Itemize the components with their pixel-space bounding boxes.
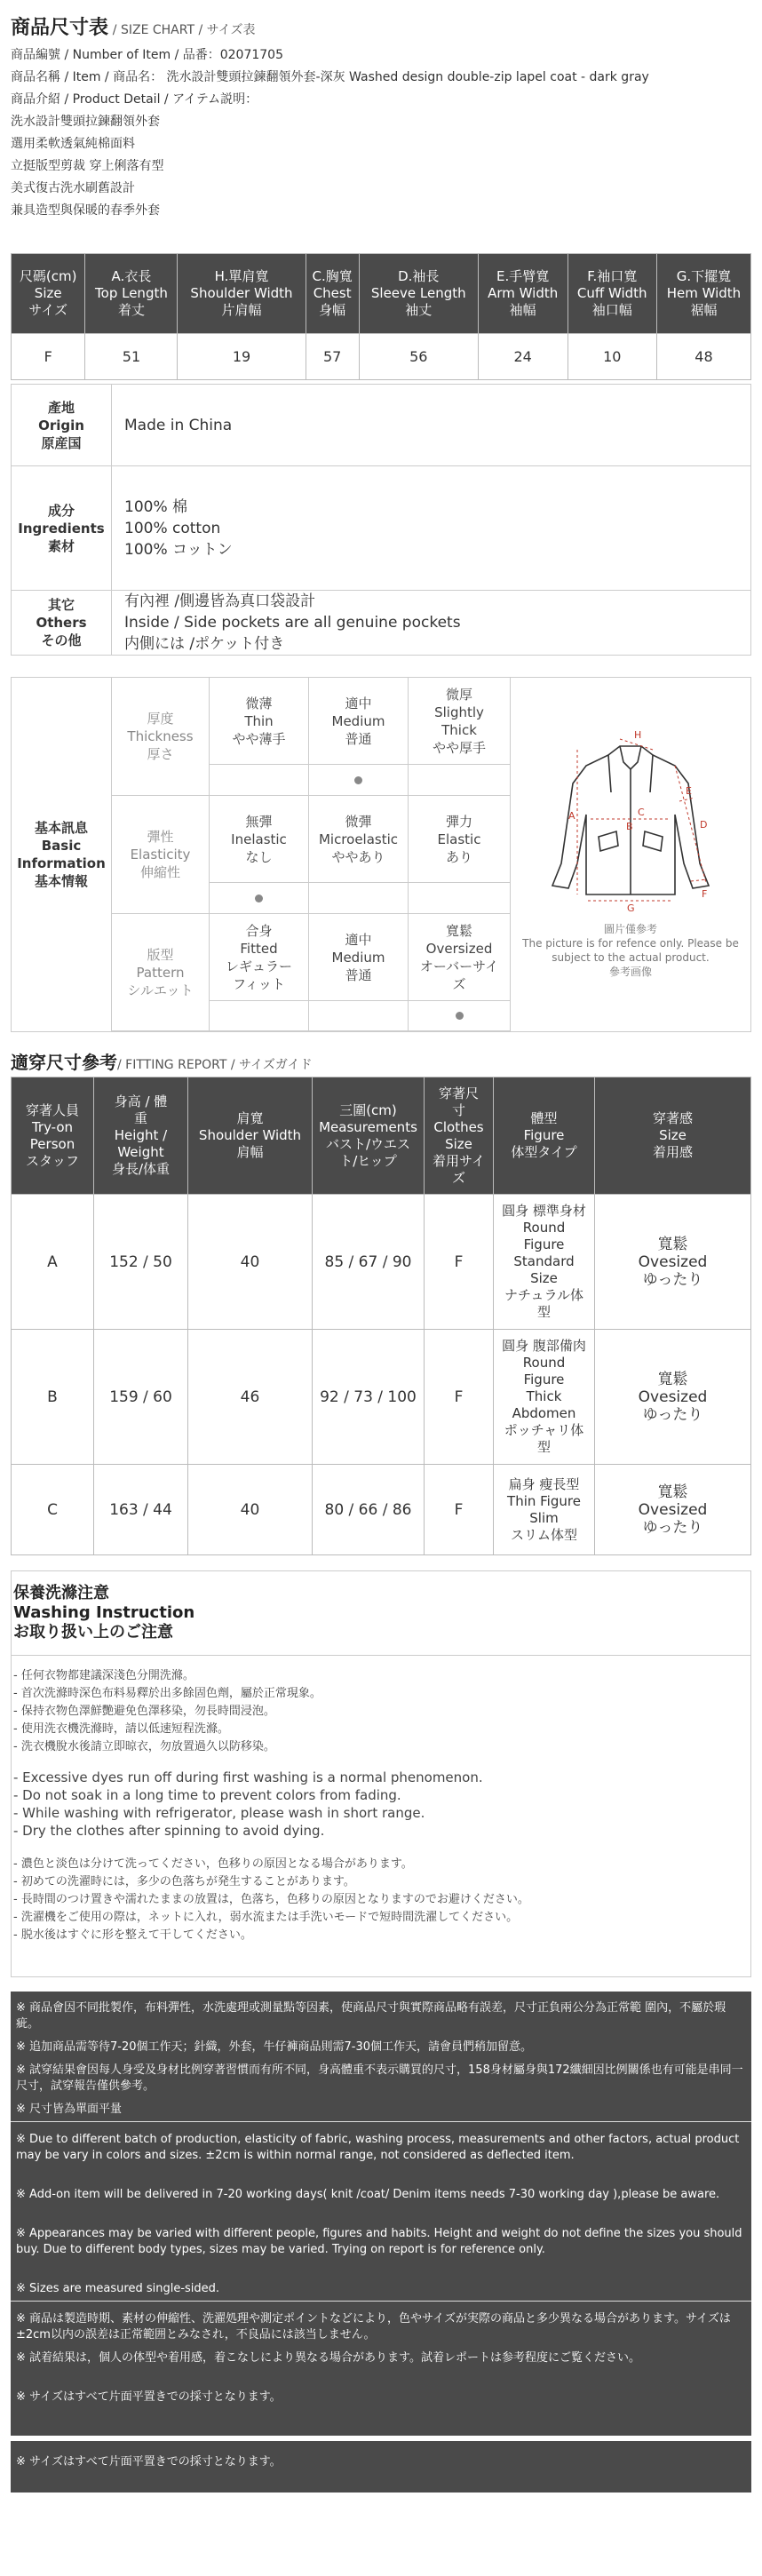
size-row [12,334,751,380]
header-line: Size [445,1135,472,1152]
size-value: 51 [85,334,178,380]
option-line: オーバーサイ [419,958,499,974]
material-key [12,466,112,591]
key-line: 成分 [47,502,75,519]
header-line: 着用感 [652,1144,693,1160]
header-line: 穿著人員 [25,1101,79,1118]
material-key [12,591,112,656]
category-line: 彈性 [147,829,174,845]
key-line: 產地 [47,399,75,416]
washing-line: - 初めての洗濯時には，多少の色落ちが発生することがあります。 [13,1875,355,1888]
washing-line: - Dry the clothes after spinning to avoid dying. [13,1823,325,1839]
person: A [12,1195,94,1330]
washing-line: - 任何衣物都建議深淺色分開洗滌。 [13,1669,194,1682]
fit-line: 寬鬆 [657,1483,688,1501]
option-line: ズ [452,975,466,992]
header-line: 体型タイプ [511,1144,577,1160]
header-line: 身高 / 體 [114,1093,168,1109]
washing-title-line: 保養洗滌注意 [13,1584,109,1602]
diagram-label-f: F [702,888,708,900]
option-line: やや厚手 [432,739,486,756]
option-line: 適中 [345,695,372,712]
option-line: 普通 [345,966,372,983]
category-line: Elasticity [130,847,191,863]
clothes-size: F [425,1465,494,1555]
figure-type [494,1330,595,1465]
diagram-label-d: D [700,819,708,831]
fitting-subtitle: / FITTING REPORT / サイズガイド [117,1058,313,1072]
note-line: ※ 追加商品需等待7-20個工作天；針織，外套，牛仔褲商品則需7-30個工作天，請會員們稍加留意。 [16,2040,533,2054]
basic-label-line: 基本訊息 [34,820,88,836]
figure-line: Round [522,1355,566,1371]
header-line: Clothes [433,1118,484,1135]
shoulder-width: 46 [188,1330,313,1465]
fit-line: ゆったり [642,1270,703,1289]
fit-line: Ovesized [638,1387,708,1406]
info-line: 商品編號 / Number of Item / 品番：02071705 [11,48,283,62]
material-value [112,591,751,656]
washing-line: - 保持衣物色澤鮮艷避免色澤移染，勿長時間浸泡。 [13,1705,275,1718]
category-line: Pattern [136,964,185,981]
value-line: 100% cotton [124,519,221,537]
size-label: F [12,334,85,380]
category-line: 版型 [147,946,174,963]
header-line: 袖口幅 [591,302,632,318]
attribute-option [210,914,309,1001]
washing-line: - 濃色と淡色は分けて洗ってください，色移りの原因となる場合があります。 [13,1857,413,1871]
material-row [12,385,751,466]
caption-line: 參考画像 [608,966,652,978]
option-line: あり [445,848,472,865]
material-value [112,466,751,591]
key-line: 素材 [47,537,75,554]
category-line: Thickness [127,728,194,744]
material-key [12,385,112,466]
figure-line: ナチュラル体 [504,1287,584,1303]
header-line: Try-on [31,1118,74,1135]
fit-line: 寬鬆 [657,1235,688,1253]
note-line: ※ 尺寸皆為單面平量 [16,2103,123,2116]
size-column-header [656,254,750,334]
option-line: Fitted [240,940,278,957]
attribute-option [309,796,409,883]
size-value: 19 [178,334,306,380]
size-value: 48 [656,334,750,380]
header-line: Figure [523,1127,565,1143]
option-line: Microelastic [318,831,399,847]
figure-line: 型 [536,1439,551,1455]
basic-label-line: Basic [41,838,82,854]
header-line: G.下擺寬 [676,268,732,284]
size-value: 56 [359,334,478,380]
fitting-column-header [94,1077,188,1195]
option-line: フィット [233,975,285,992]
option-line: Thin [244,712,274,729]
key-line: 原産国 [41,434,82,451]
category-line: 伸縮性 [139,864,180,880]
figure-line: スリム体型 [510,1526,577,1543]
category-line: 厚度 [147,711,174,727]
option-line: Medium [331,949,385,966]
selected-dot [255,894,263,902]
selected-dot [354,776,362,784]
measurements: 92 / 73 / 100 [313,1330,425,1465]
header-line: Height / [114,1127,168,1143]
option-indicator [210,765,309,796]
washing-en [13,1769,483,1840]
fit-line: ゆったり [642,1405,703,1424]
material-value [112,385,751,466]
washing-instruction-panel [11,1570,751,1977]
info-line: 選用柔軟透氣純棉面料 [11,137,135,151]
header-line: Hem Width [666,285,742,301]
attribute-option [210,678,309,765]
option-line: 無彈 [245,813,273,830]
option-line: 適中 [345,931,372,948]
option-line: 普通 [345,730,372,747]
washing-title-line: Washing Instruction [13,1603,195,1622]
header-line: サイズ [28,302,68,318]
header-line: Shoulder Width [190,285,293,301]
washing-line: - 洗濯機をご使用の際は，ネットに入れ，弱水流または手洗いモードで短時間洗濯してください。 [13,1911,519,1924]
header-line: 着用サイズ [433,1152,485,1186]
header-line: H.單肩寬 [214,268,269,284]
notes-footer [11,2441,751,2493]
diagram-label-g: G [627,902,635,914]
size-column-header [359,254,478,334]
fit-line: ゆったり [642,1518,703,1537]
diagram-caption [522,922,739,979]
attribute-option [309,914,409,1001]
header-line: Arm Width [488,285,559,301]
fitting-report-title [11,1048,312,1074]
washing-line: - 長時間のつけ置きや濡れたままの放置は，色落ち，色移りの原因となりますのでお避けください。 [13,1893,529,1906]
value-line: Made in China [124,416,233,434]
figure-line: 圓身 腹部備肉 [502,1338,586,1354]
selected-dot [456,1012,464,1020]
caption-line: subject to the actual product. [552,951,710,964]
size-diagram [511,678,750,1031]
diagram-label-h: H [634,730,642,741]
washing-line: - While washing with refrigerator, please wash in short range. [13,1805,425,1821]
note-line: ※ Add-on item will be delivered in 7-20 working days( knit /coat/ Denim items needs 7-30 working day ),please be aware. [16,2188,720,2201]
header-line: 袖丈 [405,302,433,318]
option-line: Elastic [437,831,481,847]
info-line: 美式復古洗水刷舊設計 [11,181,135,195]
size-value: 57 [306,334,359,380]
washing-line: - Do not soak in a long time to prevent colors from fading. [13,1787,401,1803]
option-line: 合身 [245,922,273,939]
figure-line: Abdomen [512,1405,576,1421]
washing-line: - Excessive dyes run off during first washing is a normal phenomenon. [13,1769,483,1785]
header-line: 片肩幅 [221,302,262,318]
header-line: バスト/ウエス [325,1135,411,1152]
page-header [11,12,751,40]
attribute-option [409,678,511,765]
info-line: 商品介紹 / Product Detail / アイテム説明： [11,92,258,107]
figure-line: Figure [523,1371,565,1387]
size-column-header [568,254,656,334]
header-line: ト/ヒップ [339,1152,397,1169]
size-value: 10 [568,334,656,380]
height-weight: 152 / 50 [94,1195,188,1330]
header-line: A.衣長 [111,268,152,284]
diagram-label-c: C [638,807,645,818]
material-table [11,384,751,656]
option-indicator [210,883,309,914]
option-line: 微厚 [445,686,472,703]
option-line: なし [245,848,273,865]
value-line: 有內裡 /側邊皆為真口袋設計 [124,592,316,610]
material-row [12,466,751,591]
note-line: ※ Appearances may be varied with different people, figures and habits. Height and weight do not define the sizes you should buy. Due to different body types, sizes may be varied. Trying on report is for reference only. [16,2227,742,2256]
option-line: 彈力 [445,813,472,830]
figure-line: Round [522,1220,566,1236]
option-indicator [309,1001,409,1031]
figure-line: 型 [536,1304,551,1320]
fitting-row [12,1465,751,1555]
fitting-column-header [494,1077,595,1195]
option-indicator [409,1001,511,1031]
header-line: 肩幅 [236,1144,264,1160]
attribute-option [309,678,409,765]
size-column-header [178,254,306,334]
divider [11,2121,751,2122]
note-line: ※ Due to different batch of production, elasticity of fabric, washing process, measurements and other factors, actual product may be vary in colors and sizes. ±2cm is within normal range, not considered as deflected item. [16,2133,740,2162]
header-line: Cuff Width [576,285,647,301]
header-line: 身幅 [319,302,346,318]
key-line: 其它 [47,597,75,613]
fitting-title: 適穿尺寸參考 [11,1052,117,1073]
option-line: Inelastic [231,831,287,847]
header-line: Sleeve Length [370,285,466,301]
option-line: ややあり [331,848,385,865]
fit-line: 寬鬆 [657,1370,688,1388]
category-line: 厚さ [147,746,174,762]
header-line: Chest [313,285,352,301]
washing-line: - 脱水後はすぐに形を整えて干してください。 [13,1928,252,1942]
person: C [12,1465,94,1555]
header-line: 體型 [530,1110,558,1126]
washing-title-line: お取り扱い上のご注意 [13,1623,173,1642]
header-line: 裾幅 [690,302,718,318]
info-line: 洗水設計雙頭拉鍊翻領外套 [11,115,160,129]
size-column-header [85,254,178,334]
notes-panel [11,1992,751,2436]
header-line: 穿著尺 [438,1085,479,1101]
jacket-diagram-icon [542,730,719,917]
figure-line: Slim [529,1509,559,1526]
caption-line: 圖片僅參考 [603,923,657,935]
washing-line: - 首次洗滌時深色布料易釋於出多餘固色劑，屬於正常現象。 [13,1687,321,1700]
key-line: Origin [38,417,84,433]
fit-line: Ovesized [638,1252,708,1271]
fitting-column-header [425,1077,494,1195]
shoulder-width: 40 [188,1195,313,1330]
basic-information-panel [11,677,751,1032]
info-line: 商品名稱 / Item / 商品名： 洗水設計雙頭拉鍊翻領外套-深灰 Washed design double-zip lapel coat - dark gray [11,70,649,84]
basic-label-line: Information [17,855,106,871]
header-line: Size [34,285,62,301]
notes-last: ※ サイズはすべて片面平置きでの採寸となります。 [16,2455,282,2469]
diagram-label-b: B [626,821,633,832]
attribute-category [112,796,210,914]
size-column-header [306,254,359,334]
header-line: F.袖口寬 [587,268,638,284]
key-line: その他 [41,632,82,648]
divider [11,2301,751,2302]
height-weight: 159 / 60 [94,1330,188,1465]
figure-line: Figure [523,1236,565,1252]
option-indicator [210,1001,309,1031]
option-line: 微彈 [345,813,372,830]
header-line: 寸 [451,1101,465,1118]
header-line: Measurements [319,1118,417,1135]
figure-type [494,1465,595,1555]
fitting-column-header [188,1077,313,1195]
size-column-header [478,254,568,334]
fit-feel [595,1330,751,1465]
option-line: Oversized [425,940,493,957]
note-line: ※ 商品會因不同批製作，布料彈性，水洗處理或測量點等因素，使商品尺寸與實際商品略有誤差，尺寸正負兩公分為正常範 圍內，不屬於瑕疵。 [16,2001,726,2031]
person: B [12,1330,94,1465]
figure-line: Thin Figure [507,1492,581,1509]
note-line: ※ サイズはすべて片面平置きでの採寸となります。 [16,2390,282,2404]
header-line: 三圍(cm) [339,1101,397,1118]
value-line: 内側には /ポケット付き [124,635,285,653]
measurements: 80 / 66 / 86 [313,1465,425,1555]
fit-feel [595,1465,751,1555]
header-line: C.胸寬 [312,268,353,284]
value-line: Inside / Side pockets are all genuine pockets [124,614,461,632]
figure-line: Thick [526,1388,562,1404]
measurements: 85 / 67 / 90 [313,1195,425,1330]
option-line: Slightly [434,704,484,720]
option-line: やや薄手 [232,730,286,747]
info-line: 立挺版型剪裁 穿上俐落有型 [11,159,164,173]
figure-line: 圓身 標準身材 [502,1203,586,1219]
figure-line: ポッチャリ体 [504,1422,584,1438]
size-column-header [12,254,85,334]
caption-line: The picture is for refence only. Please be [522,937,739,950]
value-line: 100% 棉 [124,497,188,516]
header-line: Person [29,1135,75,1152]
attribute-option [210,796,309,883]
washing-zh [13,1667,321,1756]
attribute-option [409,796,511,883]
diagram-label-e: E [686,785,692,797]
option-indicator [309,765,409,796]
fitting-column-header [313,1077,425,1195]
page-title: 商品尺寸表 [11,17,109,39]
fit-line: Ovesized [638,1500,708,1519]
figure-line: Size [530,1270,558,1286]
key-line: Others [36,615,87,631]
option-indicator [409,883,511,914]
option-line: レギュラー [225,958,292,974]
option-line: Thick [441,721,477,738]
attribute-category [112,678,210,796]
header-line: E.手臂寬 [496,268,550,284]
figure-line: 扁身 瘦長型 [508,1475,580,1492]
option-indicator [309,883,409,914]
option-line: Medium [331,712,385,729]
header-line: 着丈 [117,302,145,318]
clothes-size: F [425,1195,494,1330]
washing-ja [13,1856,529,1944]
option-line: 微薄 [245,695,273,712]
info-line: 兼具造型與保暖的春季外套 [11,203,160,218]
key-line: Ingredients [18,520,105,537]
header-line: Weight [117,1144,164,1160]
fitting-column-header [12,1077,94,1195]
note-line: ※ 試着結果は，個人の体型や着用感，着こなしにより異なる場合があります。試着レポートは参考程度にご覧ください。 [16,2351,640,2365]
header-line: 袖幅 [509,302,536,318]
header-line: 尺碼(cm) [19,268,77,284]
fitting-row [12,1195,751,1330]
note-line: ※ Sizes are measured single-sided. [16,2282,220,2295]
header-line: 身長/体重 [111,1161,171,1177]
diagram-label-a: A [568,810,575,822]
header-line: Size [659,1127,687,1143]
header-line: スタッフ [25,1152,79,1169]
header-line: 重 [133,1110,147,1126]
size-chart-table [11,253,751,380]
washing-title [13,1584,194,1642]
basic-info-label [12,678,112,1031]
category-line: シルエット [127,982,194,998]
washing-line: - 洗衣機脫水後請立即晾衣，勿放置過久以防移染。 [13,1740,275,1753]
page-subtitle: / SIZE CHART / サイズ表 [112,23,256,37]
shoulder-width: 40 [188,1465,313,1555]
note-line: ※ 試穿結果會因每人身受及身材比例穿著習慣而有所不同，身高體重不表示購買的尺寸，158身材屬身與172纖細因比例關係也有可能是串同一尺寸，試穿報告僅供參考。 [16,2063,743,2093]
product-info [11,44,748,222]
clothes-size: F [425,1330,494,1465]
size-value: 24 [478,334,568,380]
height-weight: 163 / 44 [94,1465,188,1555]
header-line: Shoulder Width [198,1127,302,1143]
header-line: 肩寬 [236,1110,264,1126]
option-indicator [409,765,511,796]
attribute-option [409,914,511,1001]
attribute-category [112,914,210,1031]
basic-label-line: 基本情報 [34,873,88,889]
header-line: 穿著感 [652,1110,693,1126]
option-line: 寬鬆 [445,922,472,939]
fitting-column-header [595,1077,751,1195]
fit-feel [595,1195,751,1330]
fitting-report-table [11,1077,751,1555]
note-line: ※ 商品は製造時期、素材の伸縮性、洗濯処理や測定ポイントなどにより，色やサイズが実際の商品と多少異なる場合があります。サイズは±2cm以内の誤差は正常範囲とみなされ，不良品には該当しません。 [16,2312,731,2341]
figure-type [494,1195,595,1330]
header-line: Top Length [95,285,168,301]
material-row [12,591,751,656]
attribute-grid [112,678,511,1031]
washing-line: - 使用洗衣機洗滌時，請以低速短程洗滌。 [13,1722,229,1736]
value-line: 100% コットン [124,540,233,559]
figure-line: Standard [513,1253,575,1269]
fitting-row [12,1330,751,1465]
header-line: D.袖長 [398,268,440,284]
